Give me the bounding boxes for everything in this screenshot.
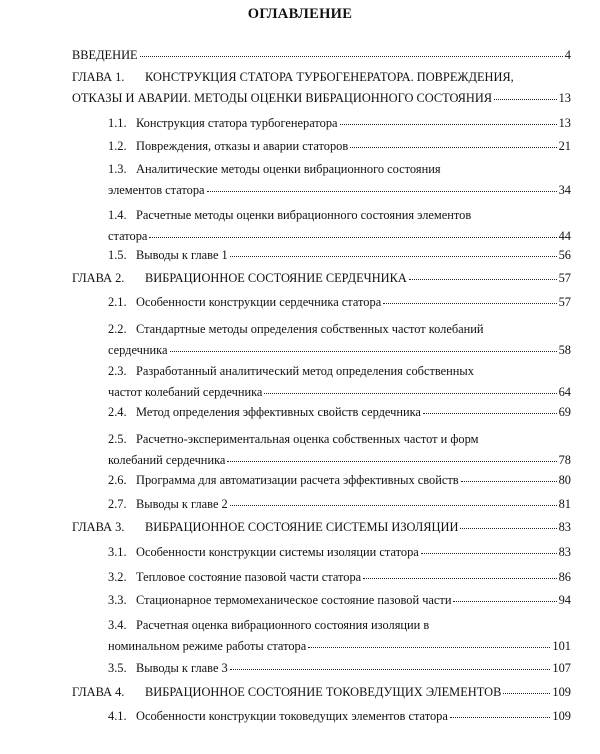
toc-entry-number: 4.1. — [108, 709, 127, 723]
toc-entry-title: Расчетные методы оценки вибрационного состояния элементов — [136, 208, 472, 222]
toc-page-number: 109 — [552, 709, 571, 723]
toc-page-number: 58 — [558, 342, 571, 357]
toc-page-number: 101 — [552, 638, 571, 653]
toc-line — [108, 568, 571, 586]
toc-line — [108, 591, 571, 609]
toc-dot-leader — [421, 553, 557, 554]
toc-entry-number: ГЛАВА 2. — [72, 271, 125, 285]
toc-entry-number: 2.6. — [108, 473, 127, 487]
toc-entry-number: 3.2. — [108, 570, 127, 584]
toc-entry-title: Особенности конструкции токоведущих элементов статора — [136, 709, 448, 723]
toc-entry-title: Расчетная оценка вибрационного состояния изоляции в — [136, 618, 430, 632]
toc-dot-leader — [503, 693, 550, 694]
toc-entry-number: 2.4. — [108, 405, 127, 419]
toc-entry-title: номинальном режиме работы статора — [108, 638, 307, 653]
toc-entry-title: сердечника — [108, 342, 168, 357]
toc-line — [108, 383, 571, 401]
toc-dot-leader — [450, 717, 551, 718]
toc-dot-leader — [453, 601, 556, 602]
toc-page-number: 69 — [558, 405, 571, 419]
toc-page-number: 78 — [558, 452, 571, 467]
page-title: ОГЛАВЛЕНИЕ — [247, 6, 353, 22]
toc-line — [72, 269, 571, 287]
toc-entry-number: 2.2. — [108, 322, 127, 336]
toc-entry-title: Повреждения, отказы и аварии статоров — [136, 139, 349, 153]
toc-line — [108, 495, 571, 513]
toc-dot-leader — [350, 147, 556, 148]
toc-entry-number: 3.5. — [108, 661, 127, 675]
toc-line — [72, 683, 571, 701]
toc-page-number: 109 — [552, 685, 571, 699]
toc-line — [108, 616, 429, 634]
toc-dot-leader — [340, 124, 557, 125]
toc-dot-leader — [230, 505, 557, 506]
toc-line — [108, 206, 471, 224]
toc-line — [108, 293, 571, 311]
toc-entry-title: ВВЕДЕНИЕ — [72, 48, 138, 62]
toc-page-number: 34 — [558, 182, 571, 197]
toc-entry-title: Стационарное термомеханическое состояние пазовой части — [136, 593, 452, 607]
toc-line — [108, 181, 571, 199]
toc-dot-leader — [264, 393, 556, 394]
toc-line — [108, 707, 571, 725]
toc-line — [108, 341, 571, 359]
toc-line — [108, 637, 571, 655]
toc-entry-number: 2.3. — [108, 364, 127, 378]
toc-entry-title: элементов статора — [108, 182, 205, 197]
toc-dot-leader — [308, 647, 550, 648]
toc-entry-title: ВИБРАЦИОННОЕ СОСТОЯНИЕ СИСТЕМЫ ИЗОЛЯЦИИ — [145, 520, 459, 534]
toc-entry-title: статора — [108, 228, 148, 243]
toc-entry-number: 3.4. — [108, 618, 127, 632]
toc-entry-number: 2.7. — [108, 497, 127, 511]
toc-entry-title: КОНСТРУКЦИЯ СТАТОРА ТУРБОГЕНЕРАТОРА. ПОВРЕЖДЕНИЯ, — [145, 70, 514, 84]
toc-page-number: 94 — [558, 593, 571, 607]
toc-line — [108, 471, 571, 489]
toc-line — [108, 451, 571, 469]
toc-entry-title: Расчетно-экспериментальная оценка собственных частот и форм — [136, 432, 479, 446]
toc-entry-title: Выводы к главе 1 — [136, 248, 228, 262]
toc-entry-number: 1.5. — [108, 248, 127, 262]
toc-dot-leader — [149, 237, 556, 238]
toc-entry-number: 3.3. — [108, 593, 127, 607]
toc-line — [108, 160, 441, 178]
toc-entry-number: 1.2. — [108, 139, 127, 153]
toc-dot-leader — [207, 191, 557, 192]
toc-entry-title: Выводы к главе 3 — [136, 661, 228, 675]
toc-entry-number: ГЛАВА 3. — [72, 520, 125, 534]
toc-entry-title: частот колебаний сердечника — [108, 384, 263, 399]
toc-page-number: 57 — [558, 271, 571, 285]
toc-entry-number: ГЛАВА 4. — [72, 685, 125, 699]
toc-dot-leader — [460, 528, 556, 529]
toc-entry-number: 2.1. — [108, 295, 127, 309]
toc-page-number: 13 — [558, 116, 571, 130]
toc-dot-leader — [363, 578, 556, 579]
toc-line — [108, 320, 484, 338]
toc-dot-leader — [423, 413, 557, 414]
toc-line — [108, 659, 571, 677]
toc-entry-title: Тепловое состояние пазовой части статора — [136, 570, 362, 584]
toc-entry-title: ВИБРАЦИОННОЕ СОСТОЯНИЕ СЕРДЕЧНИКА — [145, 271, 407, 285]
toc-line — [108, 227, 571, 245]
toc-page-number: 4 — [564, 48, 571, 62]
toc-dot-leader — [461, 481, 557, 482]
toc-line — [72, 518, 571, 536]
toc-entry-title: Особенности конструкции системы изоляции статора — [136, 545, 419, 559]
toc-page-number: 83 — [558, 520, 571, 534]
toc-page-number: 56 — [558, 248, 571, 262]
toc-entry-number: 1.3. — [108, 162, 127, 176]
toc-entry-title: ОТКАЗЫ И АВАРИИ. МЕТОДЫ ОЦЕНКИ ВИБРАЦИОННОГО СОСТОЯНИЯ — [72, 90, 493, 105]
toc-page-number: 80 — [558, 473, 571, 487]
toc-page-number: 64 — [558, 384, 571, 399]
toc-entry-title: Выводы к главе 2 — [136, 497, 228, 511]
toc-entry-number: 1.4. — [108, 208, 127, 222]
toc-line — [108, 430, 478, 448]
toc-page-number: 21 — [558, 139, 571, 153]
toc-dot-leader — [383, 303, 556, 304]
toc-entry-number: 2.5. — [108, 432, 127, 446]
toc-entry-number: 1.1. — [108, 116, 127, 130]
toc-entry-title: Метод определения эффективных свойств сердечника — [136, 405, 421, 419]
toc-page-number: 57 — [558, 295, 571, 309]
toc-dot-leader — [230, 669, 551, 670]
toc-line — [108, 543, 571, 561]
toc-entry-number: 3.1. — [108, 545, 127, 559]
toc-dot-leader — [409, 279, 557, 280]
toc-line — [108, 137, 571, 155]
toc-dot-leader — [140, 56, 563, 57]
toc-page-number: 44 — [558, 228, 571, 243]
toc-line — [108, 362, 474, 380]
toc-dot-leader — [494, 99, 557, 100]
toc-entry-title: ВИБРАЦИОННОЕ СОСТОЯНИЕ ТОКОВЕДУЩИХ ЭЛЕМЕНТОВ — [145, 685, 502, 699]
toc-page-number: 81 — [558, 497, 571, 511]
toc-line — [72, 46, 571, 64]
toc-page-number: 86 — [558, 570, 571, 584]
toc-line — [108, 403, 571, 421]
toc-entry-number: ГЛАВА 1. — [72, 70, 125, 84]
toc-line — [72, 89, 571, 107]
toc-entry-title: Стандартные методы определения собственных частот колебаний — [136, 322, 484, 336]
toc-line — [108, 114, 571, 132]
toc-dot-leader — [227, 461, 556, 462]
toc-page-number: 83 — [558, 545, 571, 559]
toc-entry-title: Разработанный аналитический метод определения собственных — [136, 364, 474, 378]
toc-line — [72, 68, 514, 86]
toc-line — [108, 246, 571, 264]
toc-dot-leader — [230, 256, 557, 257]
toc-entry-title: Аналитические методы оценки вибрационного состояния — [136, 162, 441, 176]
toc-entry-title: Конструкция статора турбогенератора — [136, 116, 338, 130]
toc-dot-leader — [170, 351, 557, 352]
toc-page-number: 107 — [552, 661, 571, 675]
toc-entry-title: колебаний сердечника — [108, 452, 226, 467]
toc-entry-title: Особенности конструкции сердечника статора — [136, 295, 382, 309]
toc-entry-title: Программа для автоматизации расчета эффективных свойств — [136, 473, 459, 487]
toc-page-number: 13 — [558, 90, 571, 105]
